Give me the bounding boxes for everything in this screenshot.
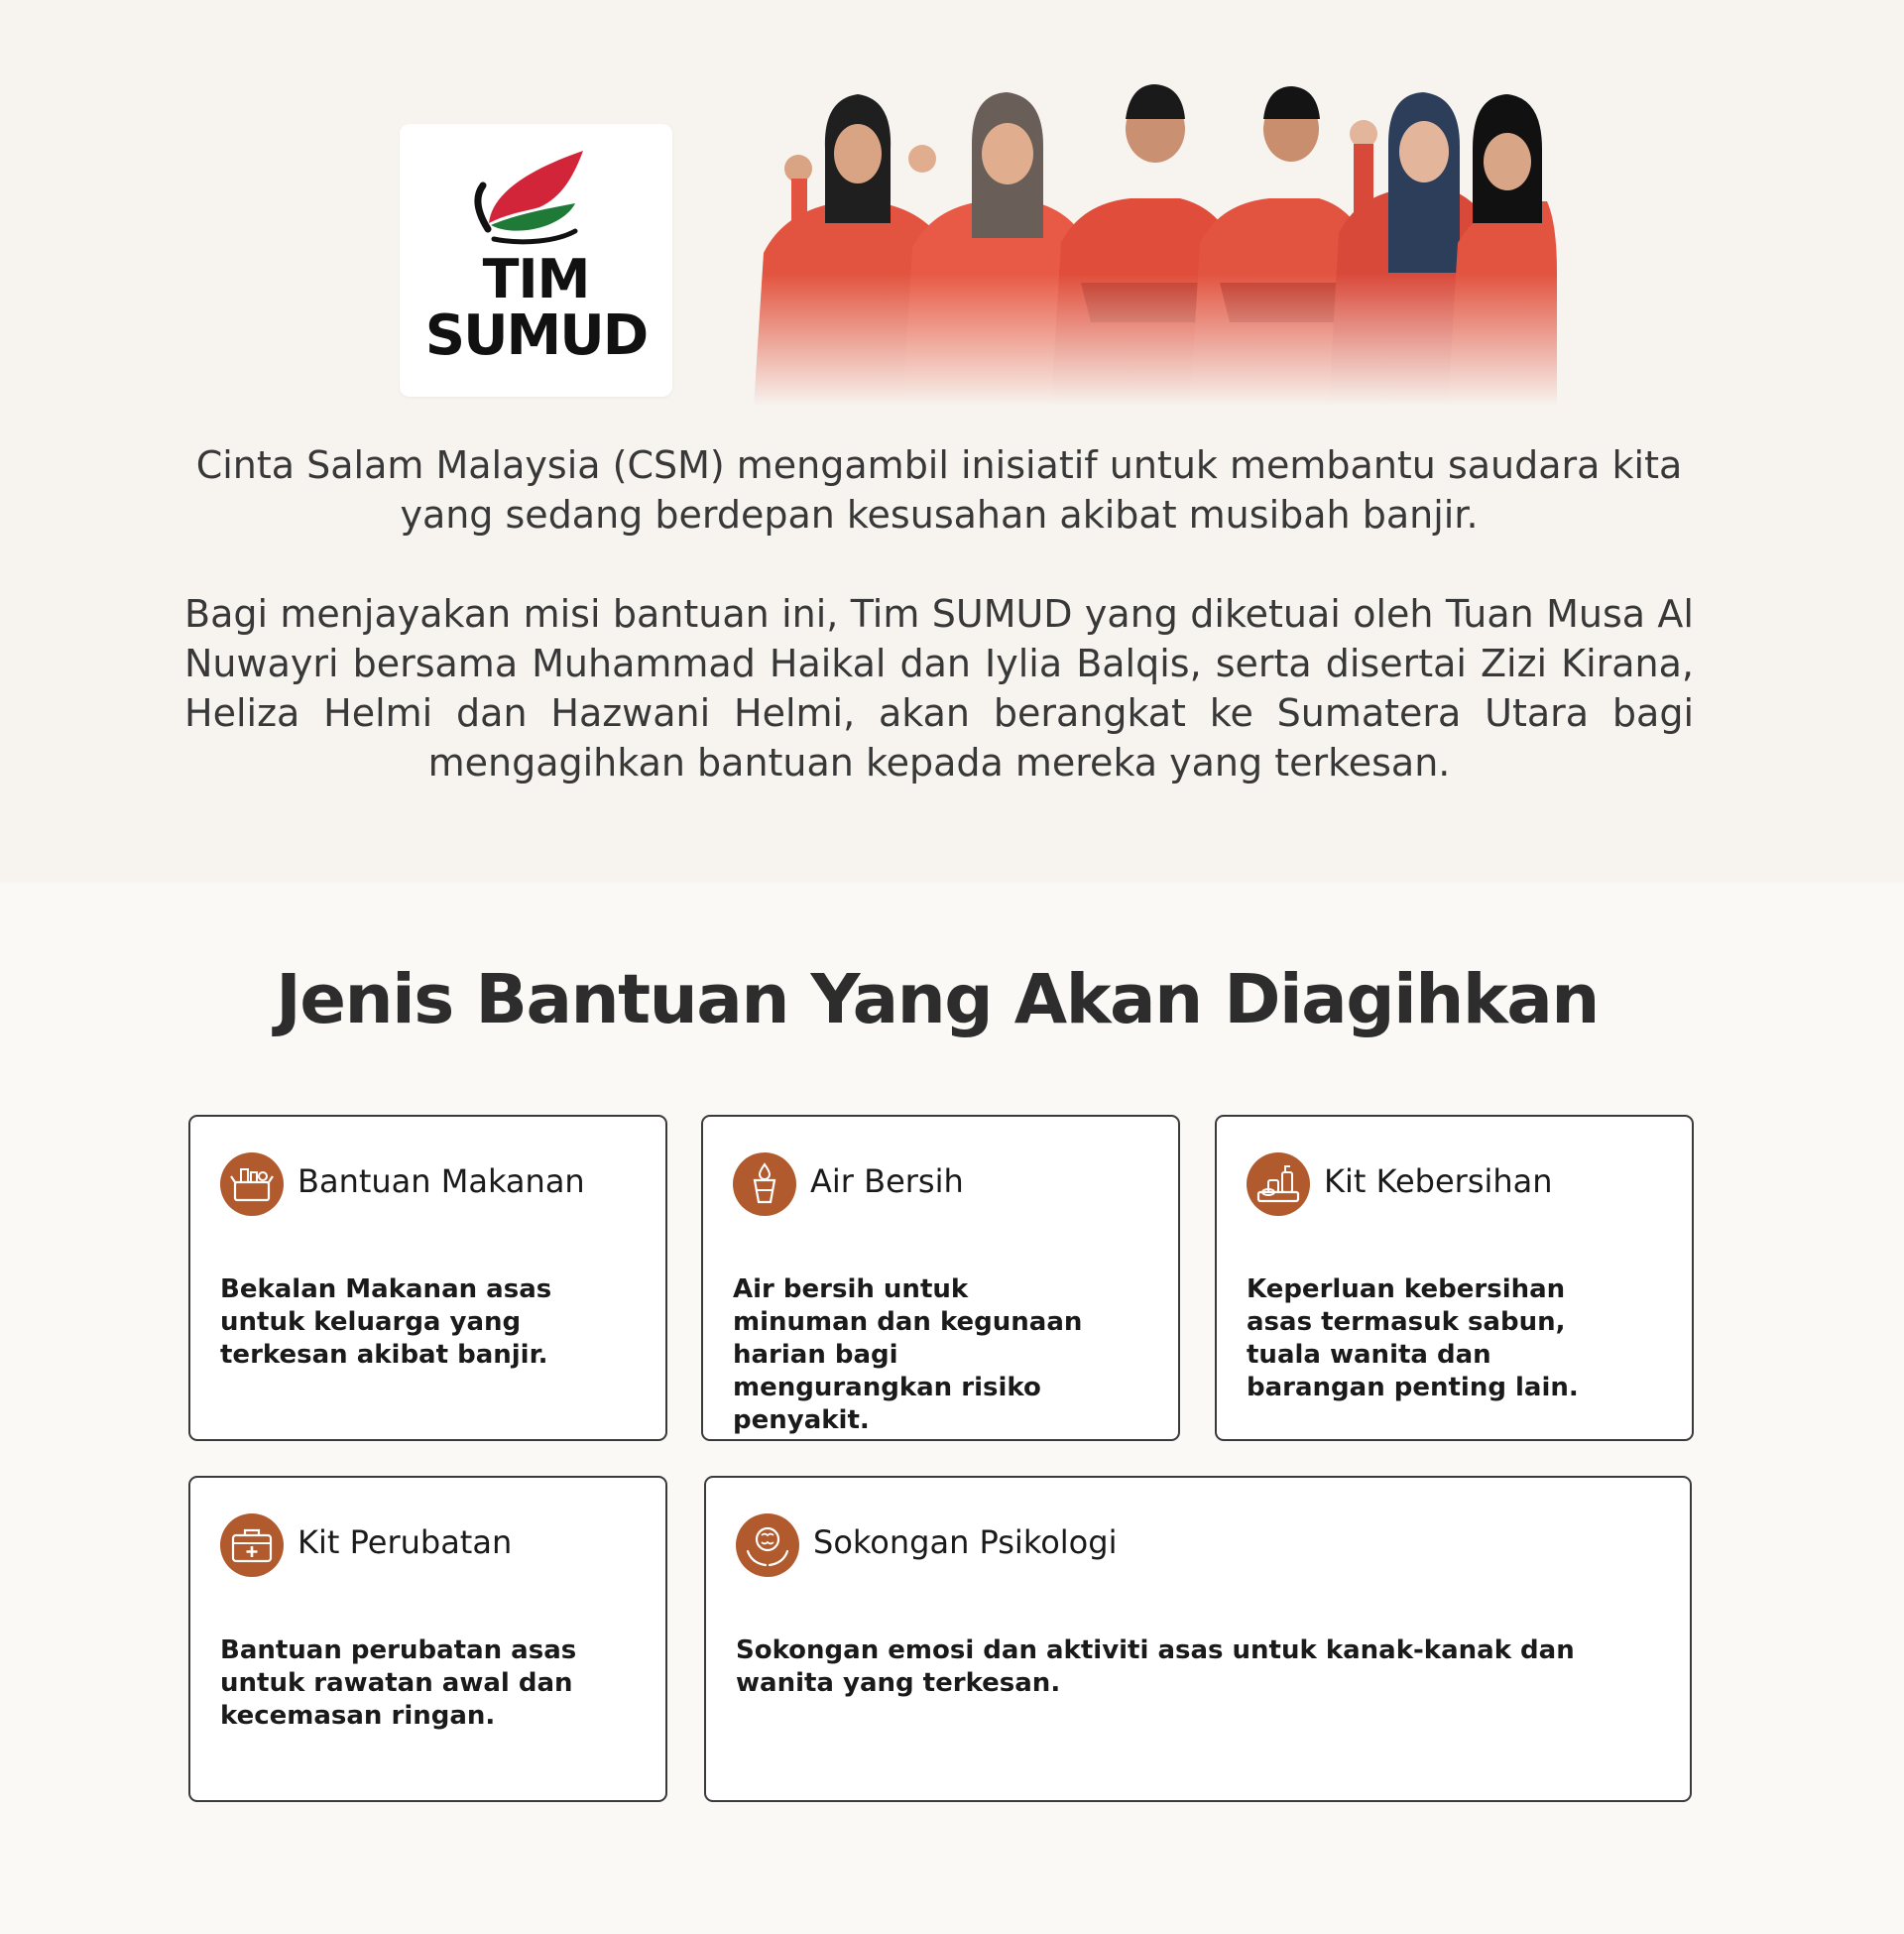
card-title: Sokongan Psikologi bbox=[813, 1523, 1118, 1561]
aid-card-food bbox=[188, 1115, 667, 1441]
logo-text-tim: TIM bbox=[482, 248, 590, 310]
aid-card-psychology bbox=[704, 1476, 1692, 1802]
intro-paragraph-1: Cinta Salam Malaysia (CSM) mengambil inisiatif untuk membantu saudara kita yang sedang berdepan kesusahan akibat musibah banjir. bbox=[195, 443, 1683, 537]
tim-sumud-logo bbox=[400, 124, 672, 397]
aid-card-hygiene bbox=[1215, 1115, 1694, 1441]
logo-text-sumud: SUMUD bbox=[424, 303, 648, 368]
team-photo bbox=[754, 74, 1557, 407]
card-description: Bantuan perubatan asas untuk rawatan awal dan kecemasan ringan. bbox=[220, 1635, 577, 1731]
medical-kit-icon bbox=[220, 1513, 284, 1577]
aid-card-water bbox=[701, 1115, 1180, 1441]
flame-emblem-icon bbox=[474, 146, 598, 250]
psychology-support-icon bbox=[736, 1513, 799, 1577]
card-description: Sokongan emosi dan aktiviti asas untuk kanak-kanak dan wanita yang terkesan. bbox=[736, 1635, 1575, 1698]
card-title: Bantuan Makanan bbox=[298, 1162, 585, 1200]
card-description: Air bersih untuk minuman dan kegunaan harian bagi mengurangkan risiko penyakit. bbox=[733, 1274, 1083, 1435]
hygiene-kit-icon bbox=[1247, 1152, 1310, 1216]
card-title: Air Bersih bbox=[810, 1162, 964, 1200]
card-title: Kit Perubatan bbox=[298, 1523, 513, 1561]
food-box-icon bbox=[220, 1152, 284, 1216]
intro-paragraph-2: Bagi menjayakan misi bantuan ini, Tim SUMUD yang diketuai oleh Tuan Musa Al Nuwayri bersama Muhammad Haikal dan Iylia Balqis, serta disertai Zizi Kirana, Heliza Helmi dan Hazwani Helmi, akan berangkat ke Sumatera Utara bagi mengagihkan bantuan kepada mereka yang terkesan. bbox=[184, 592, 1694, 785]
card-description: Bekalan Makanan asas untuk keluarga yang terkesan akibat banjir. bbox=[220, 1274, 552, 1370]
card-description: Keperluan kebersihan asas termasuk sabun, tuala wanita dan barangan penting lain. bbox=[1247, 1274, 1579, 1402]
aid-card-medical bbox=[188, 1476, 667, 1802]
water-glass-icon bbox=[733, 1152, 796, 1216]
section-title: Jenis Bantuan Yang Akan Diagihkan bbox=[276, 960, 1599, 1039]
card-title: Kit Kebersihan bbox=[1324, 1162, 1553, 1200]
